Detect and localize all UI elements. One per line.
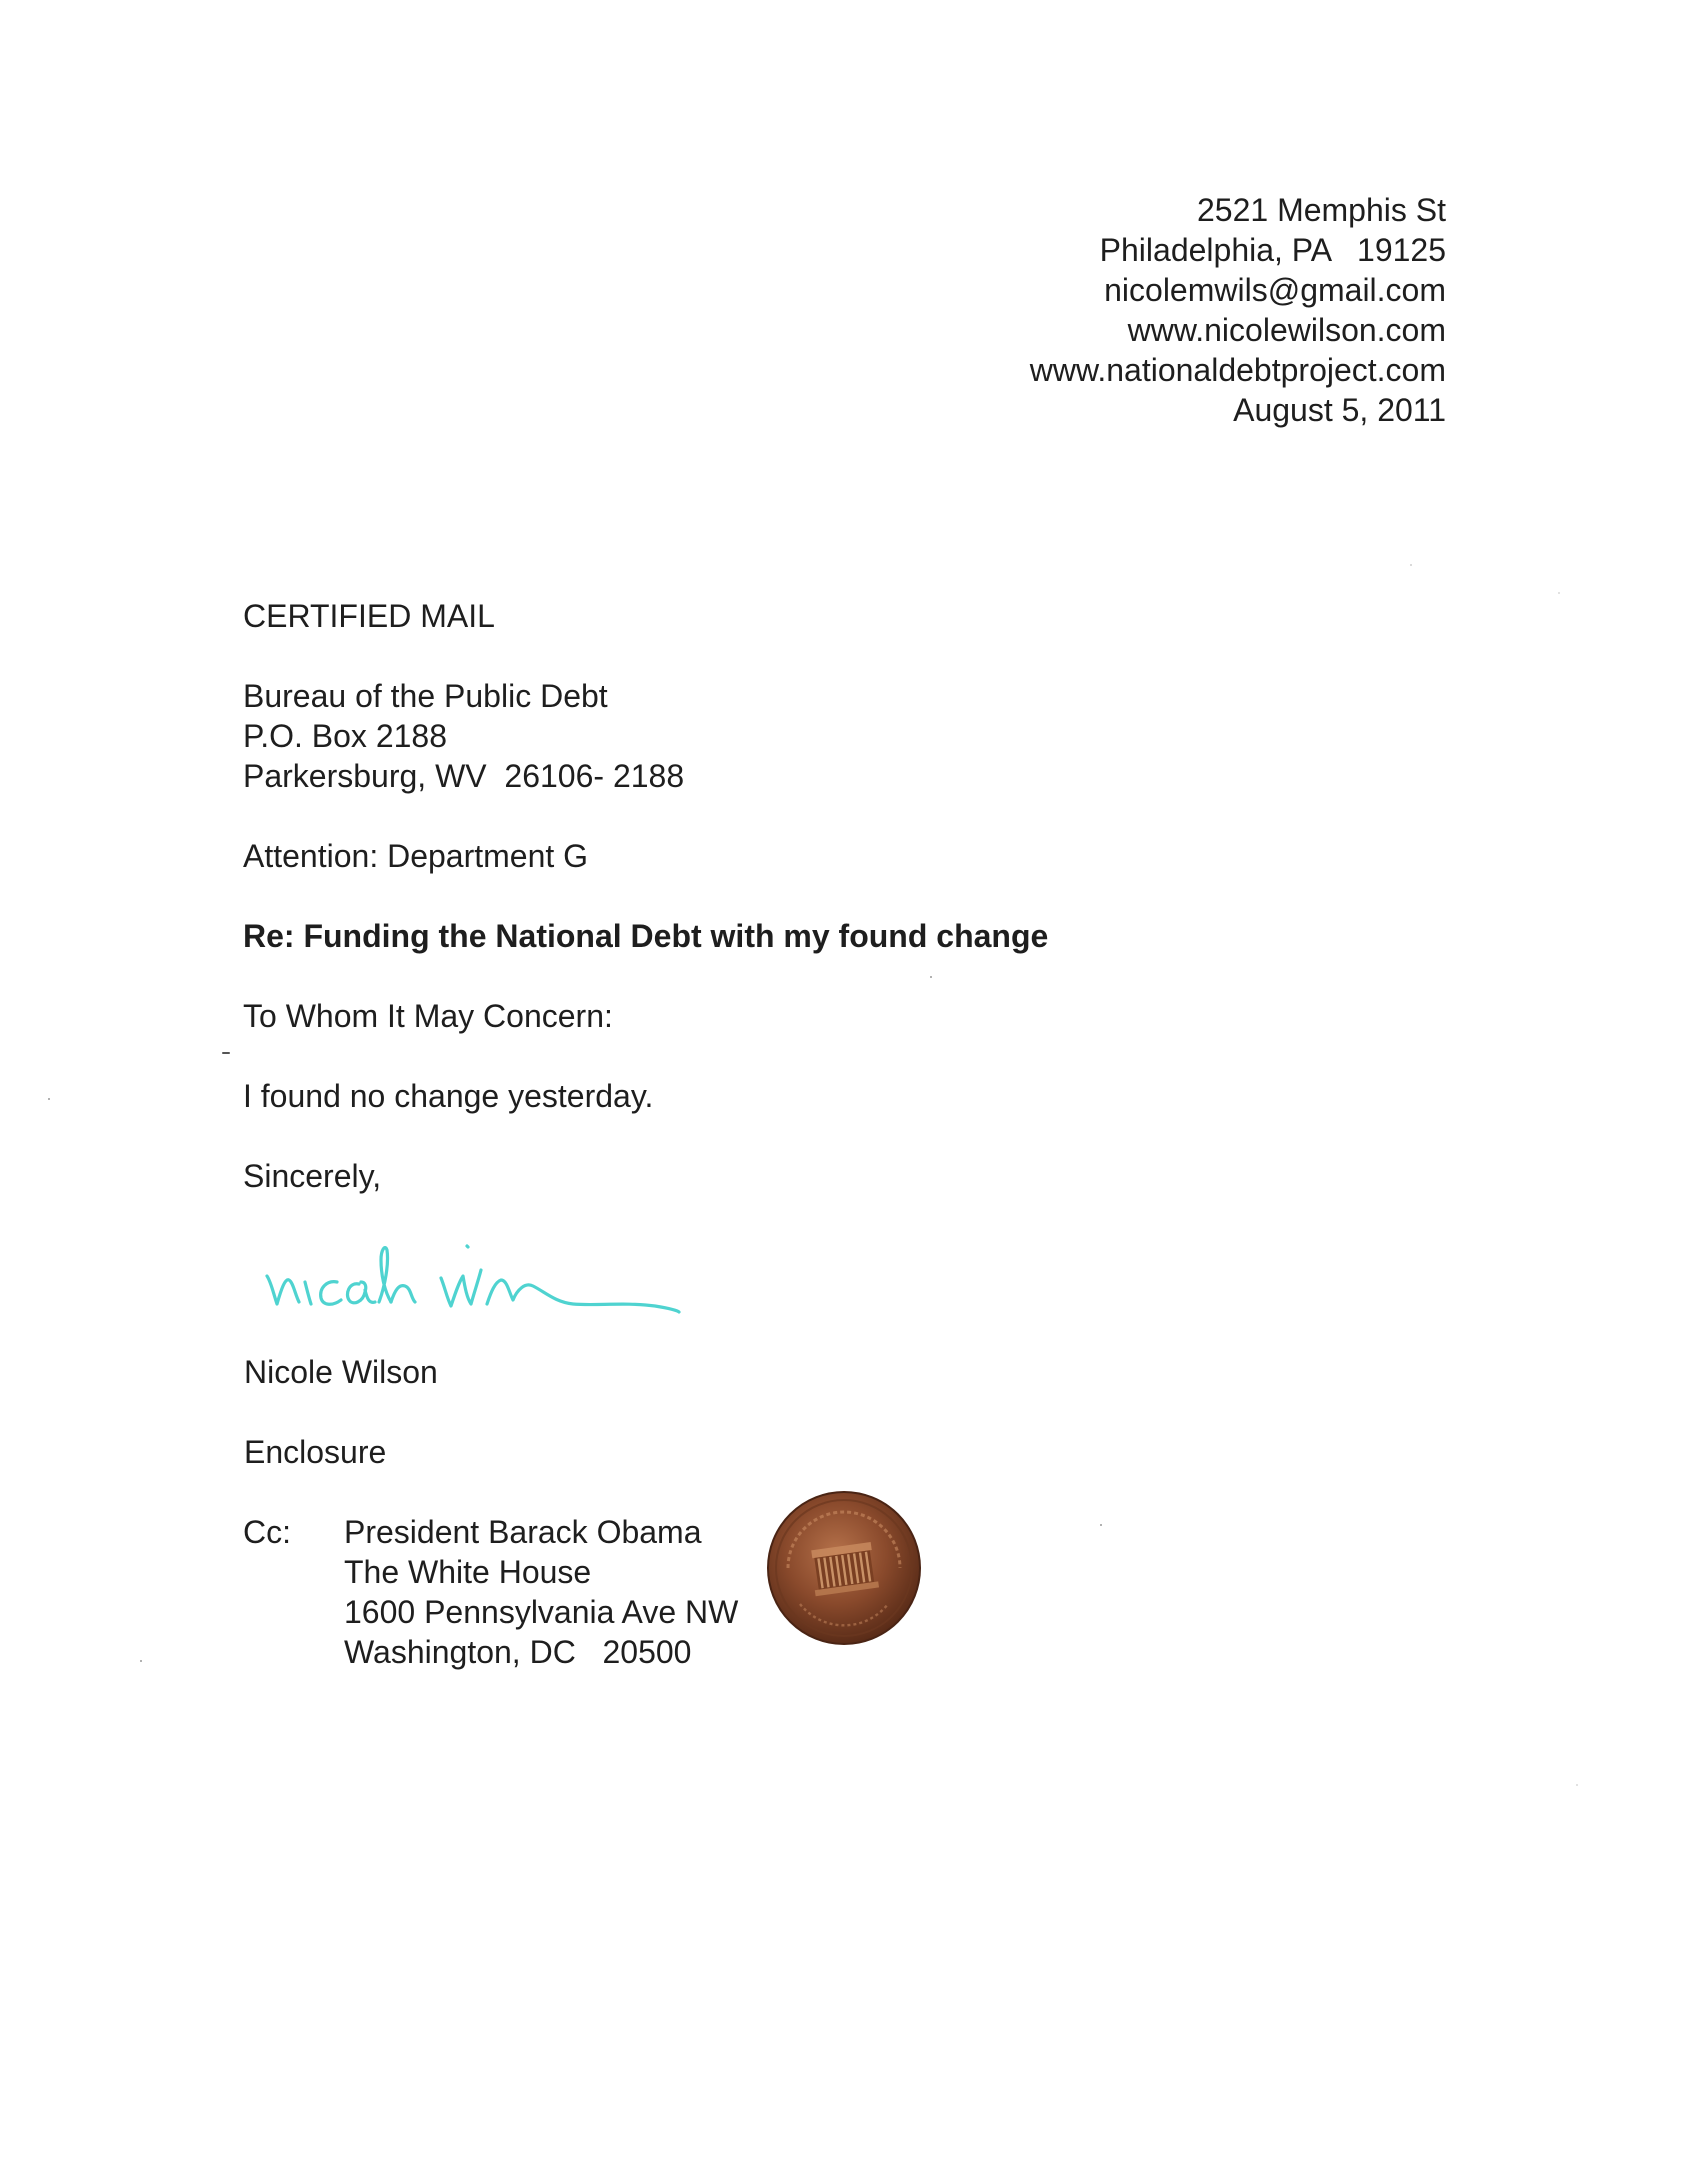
recipient-name: Bureau of the Public Debt xyxy=(243,678,608,714)
sender-street: 2521 Memphis St xyxy=(1196,192,1446,228)
cc-address-block xyxy=(344,1512,738,1672)
subject-line: Re: Funding the National Debt with my found change xyxy=(243,918,1049,954)
sender-city-line: Philadelphia, PA 19125 xyxy=(1099,232,1446,268)
sender-email: nicolemwils@gmail.com xyxy=(1104,272,1446,308)
scan-speck xyxy=(1576,1784,1578,1786)
mail-type: CERTIFIED MAIL xyxy=(243,598,495,634)
scan-speck xyxy=(140,1660,142,1662)
scan-speck xyxy=(48,1098,50,1100)
recipient-po-box: P.O. Box 2188 xyxy=(243,718,447,754)
letter-date: August 5, 2011 xyxy=(1233,392,1446,428)
sender-address-block xyxy=(1030,190,1446,430)
cc-city-line: Washington, DC 20500 xyxy=(344,1634,692,1670)
scan-speck xyxy=(1558,592,1560,594)
scan-speck xyxy=(1100,1524,1102,1526)
attention-line: Attention: Department G xyxy=(243,838,589,874)
cc-street: 1600 Pennsylvania Ave NW xyxy=(344,1594,739,1630)
scan-speck xyxy=(930,976,932,978)
scan-speck xyxy=(1410,564,1412,566)
closing: Sincerely, xyxy=(243,1158,382,1194)
sender-website-2: www.nationaldebtproject.com xyxy=(1029,352,1446,388)
enclosure-note: Enclosure xyxy=(244,1434,387,1470)
body-text: I found no change yesterday. xyxy=(243,1078,654,1114)
cc-name: President Barack Obama xyxy=(344,1514,702,1550)
sender-website-1: www.nicolewilson.com xyxy=(1127,312,1446,348)
salutation: To Whom It May Concern: xyxy=(243,998,613,1034)
scan-speck xyxy=(222,1052,230,1054)
cc-org: The White House xyxy=(344,1554,592,1590)
recipient-city-line: Parkersburg, WV 26106- 2188 xyxy=(243,758,685,794)
penny-coin-icon xyxy=(764,1488,924,1648)
printed-name: Nicole Wilson xyxy=(244,1354,438,1390)
cc-label: Cc: xyxy=(243,1514,291,1550)
handwritten-signature xyxy=(255,1220,685,1330)
